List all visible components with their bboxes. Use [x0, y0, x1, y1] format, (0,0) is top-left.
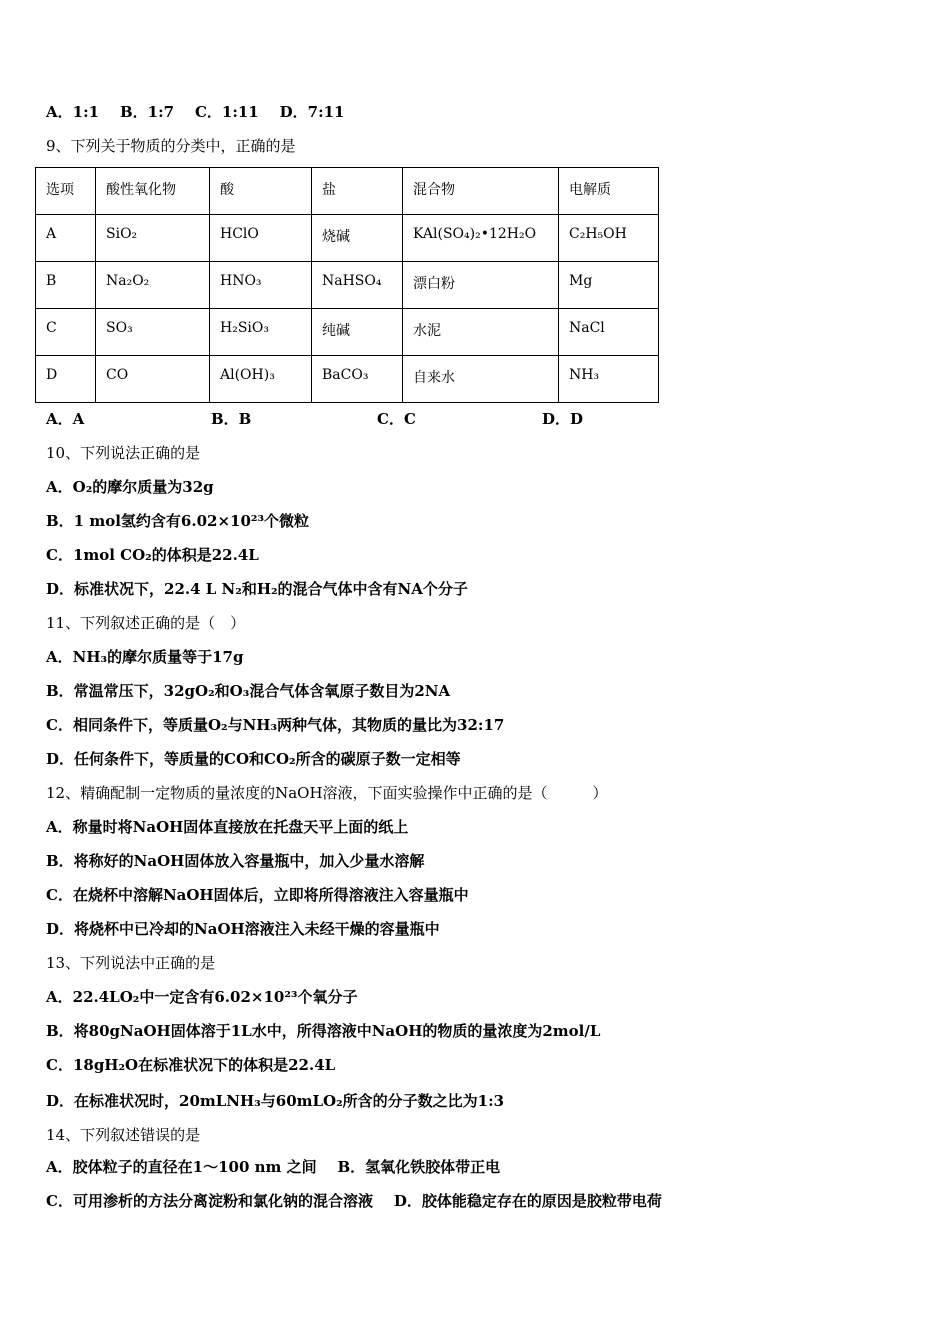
table-header-row — [36, 168, 659, 215]
q10-option-c: C．1mol CO₂的体积是22.4L — [46, 546, 259, 564]
table-header-cell: 混合物 — [403, 168, 559, 215]
q10-option-d: D．标准状况下，22.4 L N₂和H₂的混合气体中含有NA个分子 — [46, 580, 468, 598]
table-cell: Al(OH)₃ — [210, 356, 312, 403]
q12-option-a: A．称量时将NaOH固体直接放在托盘天平上面的纸上 — [46, 818, 409, 836]
q14-option-a: A．胶体粒子的直径在1～100 nm 之间 — [46, 1158, 317, 1176]
q12-option-d: D．将烧杯中已冷却的NaOH溶液注入未经干燥的容量瓶中 — [46, 920, 440, 938]
q14-options-cd — [46, 1190, 662, 1212]
q9-option-b: B．B — [211, 410, 252, 428]
table-cell: HClO — [210, 215, 312, 262]
q8-option-b: B．1:7 — [119, 103, 175, 121]
q9-option-d: D．D — [542, 410, 584, 428]
table-cell: NaHSO₄ — [312, 262, 403, 309]
table-cell: NH₃ — [559, 356, 659, 403]
table-cell: C — [36, 309, 96, 356]
table-cell: 烧碱 — [312, 215, 403, 262]
table-header-cell: 选项 — [36, 168, 96, 215]
q11-option-b: B．常温常压下，32gO₂和O₃混合气体含氧原子数目为2NA — [46, 682, 451, 700]
table-row — [36, 215, 659, 262]
table-header-cell: 酸 — [210, 168, 312, 215]
q12-option-b: B．将称好的NaOH固体放入容量瓶中，加入少量水溶解 — [46, 852, 425, 870]
q14-options-ab — [46, 1156, 500, 1178]
q14-option-d: D．胶体能稳定存在的原因是胶粒带电荷 — [393, 1192, 662, 1210]
q8-options — [46, 101, 344, 123]
table-header-cell: 盐 — [312, 168, 403, 215]
table-row — [36, 309, 659, 356]
q11-stem: 11、下列叙述正确的是（ ） — [46, 614, 246, 632]
table-cell: 自来水 — [403, 356, 559, 403]
table-cell: 漂白粉 — [403, 262, 559, 309]
q14-option-b: B．氢氧化铁胶体带正电 — [337, 1158, 501, 1176]
q8-option-c: C．1:11 — [194, 103, 259, 121]
q9-stem: 9、下列关于物质的分类中，正确的是 — [46, 137, 296, 155]
table-header-cell: 电解质 — [559, 168, 659, 215]
table-cell: HNO₃ — [210, 262, 312, 309]
q13-option-a: A．22.4LO₂中一定含有6.02×10²³个氧分子 — [46, 988, 358, 1006]
q11-option-a: A．NH₃的摩尔质量等于17g — [46, 648, 244, 666]
table-cell: B — [36, 262, 96, 309]
q8-option-d: D．7:11 — [279, 103, 345, 121]
q9-classification-table — [35, 167, 659, 403]
q11-option-c: C．相同条件下，等质量O₂与NH₃两种气体，其物质的量比为32:17 — [46, 716, 505, 734]
table-cell: BaCO₃ — [312, 356, 403, 403]
table-cell: C₂H₅OH — [559, 215, 659, 262]
table-cell: CO — [96, 356, 210, 403]
q10-option-b: B．1 mol氢约含有6.02×10²³个微粒 — [46, 512, 310, 530]
table-cell: A — [36, 215, 96, 262]
q13-stem: 13、下列说法中正确的是 — [46, 954, 216, 972]
table-cell: H₂SiO₃ — [210, 309, 312, 356]
table-cell: Mg — [559, 262, 659, 309]
table-cell: SiO₂ — [96, 215, 210, 262]
q14-stem: 14、下列叙述错误的是 — [46, 1126, 201, 1144]
q13-option-c: C．18gH₂O在标准状况下的体积是22.4L — [46, 1056, 336, 1074]
table-cell: NaCl — [559, 309, 659, 356]
table-cell: D — [36, 356, 96, 403]
table-cell: KAl(SO₄)₂•12H₂O — [403, 215, 559, 262]
q14-option-c: C．可用渗析的方法分离淀粉和氯化钠的混合溶液 — [46, 1192, 373, 1210]
table-header-cell: 酸性氧化物 — [96, 168, 210, 215]
q10-stem: 10、下列说法正确的是 — [46, 444, 201, 462]
q12-option-c: C．在烧杯中溶解NaOH固体后，立即将所得溶液注入容量瓶中 — [46, 886, 469, 904]
table-cell: SO₃ — [96, 309, 210, 356]
q8-option-a: A．1:1 — [46, 103, 100, 121]
table-cell: Na₂O₂ — [96, 262, 210, 309]
q9-option-a: A．A — [46, 410, 85, 428]
table-row — [36, 262, 659, 309]
q10-option-a: A．O₂的摩尔质量为32g — [46, 478, 214, 496]
q9-option-c: C．C — [377, 410, 416, 428]
q13-option-d: D．在标准状况时，20mLNH₃与60mLO₂所含的分子数之比为1:3 — [46, 1092, 505, 1110]
table-cell: 水泥 — [403, 309, 559, 356]
table-row — [36, 356, 659, 403]
q11-option-d: D．任何条件下，等质量的CO和CO₂所含的碳原子数一定相等 — [46, 750, 461, 768]
q12-stem: 12、精确配制一定物质的量浓度的NaOH溶液，下面实验操作中正确的是（ ） — [46, 784, 608, 802]
q13-option-b: B．将80gNaOH固体溶于1L水中，所得溶液中NaOH的物质的量浓度为2mol/L — [46, 1022, 601, 1040]
table-cell: 纯碱 — [312, 309, 403, 356]
